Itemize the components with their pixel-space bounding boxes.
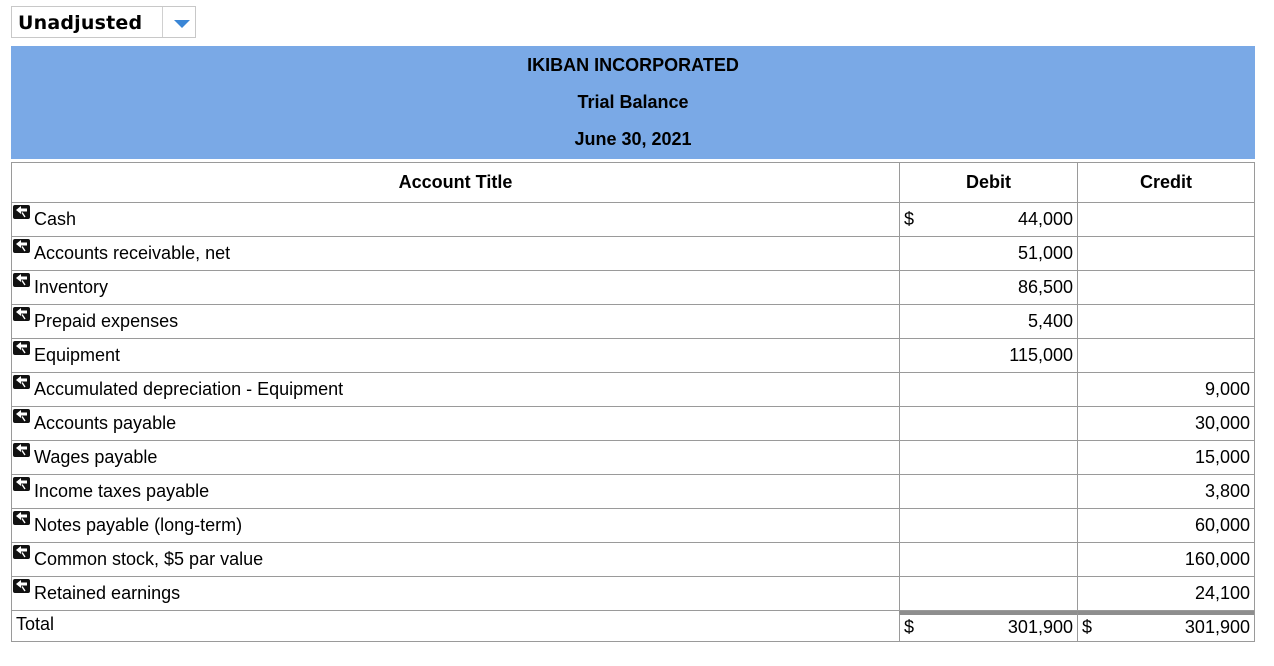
account-title: Accumulated depreciation - Equipment bbox=[34, 379, 344, 399]
account-title: Wages payable bbox=[34, 447, 158, 467]
credit-cell[interactable] bbox=[1077, 543, 1254, 576]
total-credit-cell bbox=[1077, 611, 1254, 641]
report-header bbox=[11, 46, 1255, 159]
chevron-down-icon[interactable] bbox=[174, 20, 190, 28]
debit-amount: 51,000 bbox=[1017, 243, 1073, 263]
debit-cell[interactable] bbox=[899, 543, 1077, 576]
column-header-account-title: Account Title bbox=[398, 172, 513, 192]
debit-cell[interactable] bbox=[899, 237, 1077, 270]
account-title: Common stock, $5 par value bbox=[34, 549, 264, 569]
column-header-debit: Debit bbox=[899, 163, 1077, 202]
table-row bbox=[12, 543, 1254, 577]
table-row bbox=[12, 203, 1254, 237]
table-row bbox=[12, 237, 1254, 271]
return-arrow-icon[interactable] bbox=[13, 409, 30, 423]
debit-cell[interactable] bbox=[899, 475, 1077, 508]
debit-cell[interactable] bbox=[899, 203, 1077, 236]
debit-amount: 44,000 bbox=[1017, 209, 1073, 229]
credit-cell[interactable] bbox=[1077, 475, 1254, 508]
return-arrow-icon[interactable] bbox=[13, 307, 30, 321]
table-row bbox=[12, 475, 1254, 509]
credit-cell[interactable] bbox=[1077, 509, 1254, 542]
credit-amount: 30,000 bbox=[1194, 413, 1250, 433]
statement-title: Trial Balance bbox=[577, 92, 689, 112]
table-row bbox=[12, 407, 1254, 441]
return-arrow-icon[interactable] bbox=[13, 477, 30, 491]
statement-type-dropdown[interactable] bbox=[11, 6, 196, 38]
account-title: Equipment bbox=[34, 345, 121, 365]
debit-amount: 115,000 bbox=[1009, 345, 1073, 365]
debit-cell[interactable] bbox=[899, 305, 1077, 338]
account-title-cell bbox=[12, 543, 899, 576]
table-row bbox=[12, 339, 1254, 373]
dropdown-divider bbox=[162, 7, 163, 37]
credit-amount: 60,000 bbox=[1194, 515, 1250, 535]
account-title: Prepaid expenses bbox=[34, 311, 179, 331]
return-arrow-icon[interactable] bbox=[13, 273, 30, 287]
credit-amount: 24,100 bbox=[1194, 583, 1250, 603]
credit-cell[interactable] bbox=[1077, 237, 1254, 270]
account-title-cell bbox=[12, 509, 899, 542]
column-header-credit: Credit bbox=[1077, 163, 1254, 202]
account-title-cell bbox=[12, 339, 899, 372]
account-title: Retained earnings bbox=[34, 583, 181, 603]
account-title-cell bbox=[12, 203, 899, 236]
account-title: Inventory bbox=[34, 277, 109, 297]
table-row bbox=[12, 441, 1254, 475]
debit-currency-symbol: $ bbox=[904, 209, 915, 229]
statement-date: June 30, 2021 bbox=[574, 129, 692, 149]
table-row bbox=[12, 509, 1254, 543]
return-arrow-icon[interactable] bbox=[13, 375, 30, 389]
company-name: IKIBAN INCORPORATED bbox=[527, 55, 739, 75]
debit-cell[interactable] bbox=[899, 577, 1077, 610]
table-header-row bbox=[12, 163, 1254, 203]
trial-balance-table bbox=[11, 162, 1255, 642]
return-arrow-icon[interactable] bbox=[13, 205, 30, 219]
account-title-cell bbox=[12, 373, 899, 406]
table-row bbox=[12, 305, 1254, 339]
debit-cell[interactable] bbox=[899, 509, 1077, 542]
return-arrow-icon[interactable] bbox=[13, 239, 30, 253]
credit-cell[interactable] bbox=[1077, 203, 1254, 236]
account-title-cell bbox=[12, 305, 899, 338]
return-arrow-icon[interactable] bbox=[13, 443, 30, 457]
credit-amount: 3,800 bbox=[1204, 481, 1250, 501]
debit-cell[interactable] bbox=[899, 407, 1077, 440]
total-debit-currency-symbol: $ bbox=[904, 617, 915, 637]
credit-amount: 160,000 bbox=[1184, 549, 1250, 569]
debit-cell[interactable] bbox=[899, 339, 1077, 372]
debit-cell[interactable] bbox=[899, 373, 1077, 406]
account-title: Cash bbox=[34, 209, 77, 229]
total-debit-cell bbox=[899, 611, 1077, 641]
table-row bbox=[12, 577, 1254, 611]
total-title-cell bbox=[12, 611, 899, 641]
dropdown-selected-value: Unadjusted bbox=[18, 12, 143, 34]
table-row bbox=[12, 373, 1254, 407]
credit-cell[interactable] bbox=[1077, 441, 1254, 474]
table-row bbox=[12, 271, 1254, 305]
credit-amount: 15,000 bbox=[1194, 447, 1250, 467]
credit-cell[interactable] bbox=[1077, 271, 1254, 304]
account-title-cell bbox=[12, 441, 899, 474]
debit-amount: 5,400 bbox=[1027, 311, 1073, 331]
credit-cell[interactable] bbox=[1077, 373, 1254, 406]
debit-cell[interactable] bbox=[899, 271, 1077, 304]
credit-amount: 9,000 bbox=[1204, 379, 1250, 399]
account-title: Notes payable (long-term) bbox=[34, 515, 243, 535]
debit-cell[interactable] bbox=[899, 441, 1077, 474]
return-arrow-icon[interactable] bbox=[13, 511, 30, 525]
total-credit-currency-symbol: $ bbox=[1082, 617, 1093, 637]
credit-cell[interactable] bbox=[1077, 407, 1254, 440]
account-title: Accounts payable bbox=[34, 413, 177, 433]
debit-amount: 86,500 bbox=[1017, 277, 1073, 297]
credit-cell[interactable] bbox=[1077, 577, 1254, 610]
return-arrow-icon[interactable] bbox=[13, 545, 30, 559]
account-title: Income taxes payable bbox=[34, 481, 210, 501]
credit-cell[interactable] bbox=[1077, 339, 1254, 372]
total-row bbox=[12, 611, 1254, 641]
account-title-cell bbox=[12, 407, 899, 440]
account-title-cell bbox=[12, 577, 899, 610]
return-arrow-icon[interactable] bbox=[13, 579, 30, 593]
return-arrow-icon[interactable] bbox=[13, 341, 30, 355]
account-title-cell bbox=[12, 475, 899, 508]
account-title: Accounts receivable, net bbox=[34, 243, 231, 263]
total-label: Total bbox=[16, 614, 55, 634]
account-title-cell bbox=[12, 237, 899, 270]
total-debit-amount: 301,900 bbox=[1007, 617, 1073, 637]
total-credit-amount: 301,900 bbox=[1184, 617, 1250, 637]
account-title-cell bbox=[12, 271, 899, 304]
credit-cell[interactable] bbox=[1077, 305, 1254, 338]
